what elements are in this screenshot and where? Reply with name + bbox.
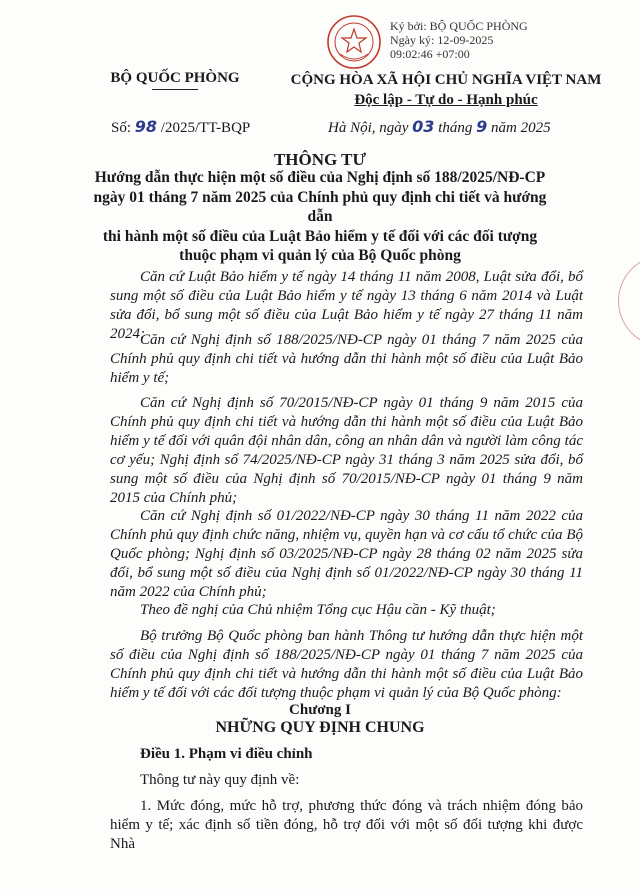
article-item: 1. Mức đóng, mức hỗ trợ, phương thức đóng và trách nhiệm đóng bảo hiểm y tế; xác định số tiền đóng, hỗ trợ đối với một số đối tượng khi được Nhà [110, 798, 583, 852]
month-text: tháng [438, 120, 473, 136]
day-handwritten: 03 [412, 117, 435, 136]
preamble-paragraph: Căn cứ Nghị định số 01/2022/NĐ-CP ngày 30 tháng 11 năm 2022 của Chính phủ quy định chức năng, nhiệm vụ, quyền hạn và cơ cấu tổ chức của Bộ Quốc phòng; Nghị định số 03/2025/NĐ-CP ngày 28 tháng 02 năm 2025 sửa đổi, bổ sung một số điều của Nghị định số 01/2022/NĐ-CP ngày 30 tháng 11 năm 2022 của Chính phủ; [110, 508, 583, 600]
sign-time: 09:02:46 +07:00 [390, 47, 470, 61]
issuing-ministry: BỘ QUỐC PHÒNG [110, 70, 240, 86]
document-type: THÔNG TƯ [273, 150, 367, 169]
title-line: ngày 01 tháng 7 năm 2025 của Chính phủ quy định chi tiết và hướng dẫn [93, 188, 547, 225]
article-intro: Thông tư này quy định về: [140, 772, 300, 788]
preamble-paragraph: Căn cứ Nghị định số 70/2015/NĐ-CP ngày 01 tháng 9 năm 2015 của Chính phủ quy định chi tiết và hướng dẫn thi hành một số điều của Luật Bảo hiểm y tế đối với quân đội nhân dân, công an nhân dân và người làm công tác cơ yếu; Nghị định số 74/2025/NĐ-CP ngày 31 tháng 3 năm 2025 sửa đổi, bổ sung một số điều của Nghị định số 70/2015/NĐ-CP ngày 01 tháng 9 năm 2015 của Chính phủ; [110, 395, 583, 506]
national-emblem-seal-icon [326, 14, 382, 70]
red-stamp-partial-icon [618, 255, 640, 347]
national-motto: Độc lập - Tự do - Hạnh phúc [354, 92, 538, 108]
republic-name: CỘNG HÒA XÃ HỘI CHỦ NGHĨA VIỆT NAM [290, 72, 602, 88]
place-prefix: Hà Nội, ngày [328, 120, 409, 136]
digital-signature-info [390, 19, 528, 61]
article-heading: Điều 1. Phạm vi điều chỉnh [140, 746, 313, 762]
preamble-paragraph: Theo đề nghị của Chủ nhiệm Tổng cục Hậu cần - Kỹ thuật; [140, 602, 496, 618]
preamble-paragraph: Căn cứ Luật Bảo hiểm y tế ngày 14 tháng 11 năm 2008, Luật sửa đổi, bổ sung một số điều của Luật Bảo hiểm y tế ngày 13 tháng 6 năm 2014 và Luật sửa đổi, bổ sung một số điều của Luật Bảo hiểm y tế ngày 27 tháng 11 năm 2024; [110, 269, 583, 342]
document-title [90, 168, 550, 266]
title-line: thuộc phạm vi quản lý của Bộ Quốc phòng [179, 247, 461, 264]
document-number [111, 117, 250, 137]
sign-date: Ngày ký: 12-09-2025 [390, 33, 494, 47]
number-handwritten: 98 [134, 117, 158, 136]
signer: Ký bởi: BỘ QUỐC PHÒNG [390, 19, 528, 33]
preamble-paragraph: Bộ trưởng Bộ Quốc phòng ban hành Thông tư hướng dẫn thực hiện một số điều của Nghị định số 188/2025/NĐ-CP ngày 01 tháng 7 năm 2025 của Chính phủ quy định chi tiết và hướng dẫn thi hành một số điều của Luật Bảo hiểm y tế đối với các đối tượng thuộc phạm vi quản lý của Bộ Quốc phòng: [110, 628, 583, 701]
number-prefix: Số: [111, 120, 132, 136]
place-date [328, 117, 551, 137]
national-header [286, 70, 606, 110]
chapter-label: Chương I [289, 702, 351, 718]
ministry-underline [152, 89, 198, 90]
title-line: Hướng dẫn thực hiện một số điều của Nghị định số 188/2025/NĐ-CP [94, 169, 546, 186]
month-handwritten: 9 [476, 117, 488, 136]
chapter-title: NHỮNG QUY ĐỊNH CHUNG [215, 719, 425, 736]
chapter-heading [60, 702, 580, 737]
preamble-paragraph: Căn cứ Nghị định số 188/2025/NĐ-CP ngày 01 tháng 7 năm 2025 của Chính phủ quy định chi tiết và hướng dẫn thi hành một số điều của Luật Bảo hiểm y tế; [110, 332, 583, 386]
title-line: thi hành một số điều của Luật Bảo hiểm y tế đối với các đối tượng [102, 227, 538, 245]
year-text: năm 2025 [491, 120, 551, 136]
number-suffix: /2025/TT-BQP [160, 120, 251, 136]
